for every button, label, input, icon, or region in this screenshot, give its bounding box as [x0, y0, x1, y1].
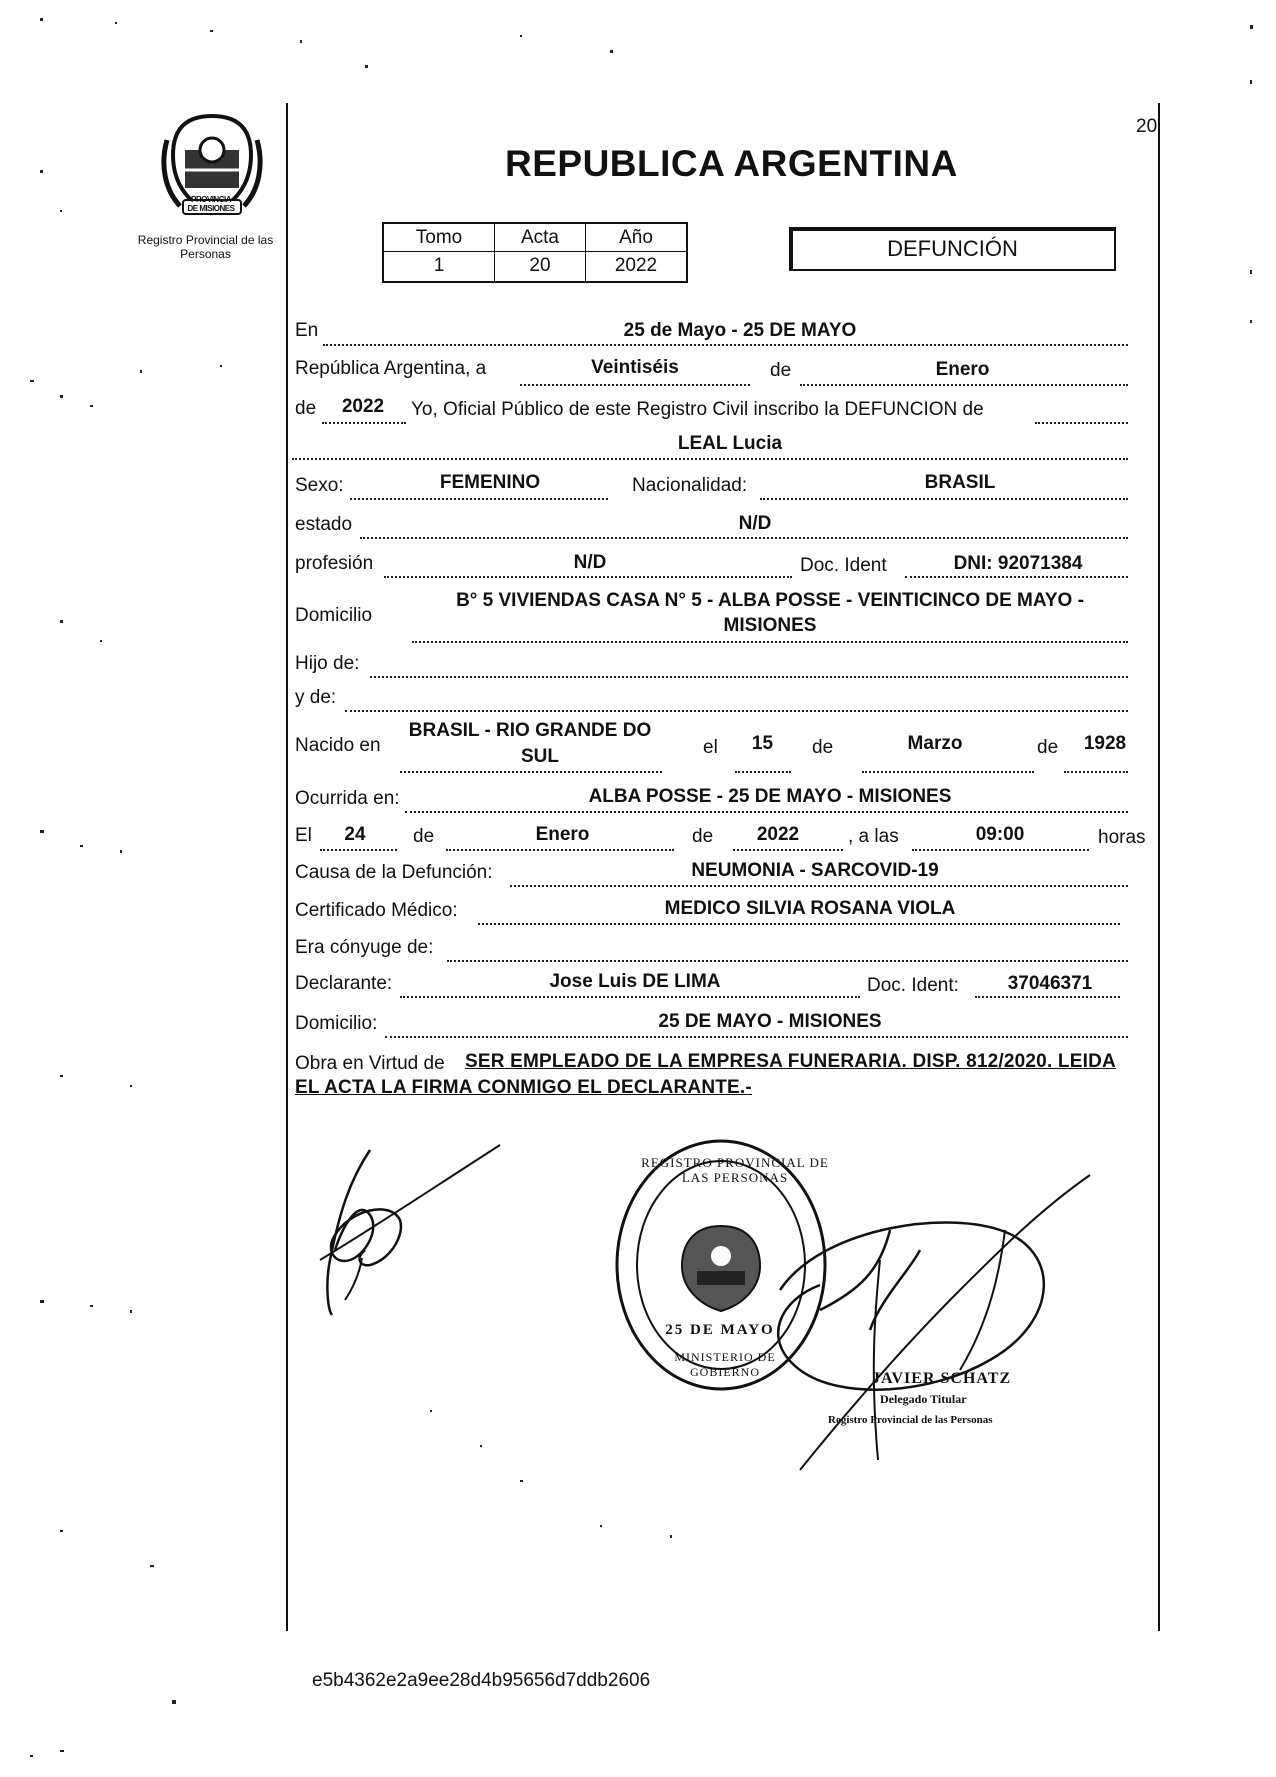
domicilio2-label: Domicilio: — [295, 1013, 378, 1034]
nacionalidad-label: Nacionalidad: — [632, 475, 748, 496]
table-header-tomo: Tomo — [415, 227, 463, 248]
table-cell-tomo: 1 — [433, 255, 445, 276]
declarante-line — [400, 996, 860, 998]
month-line — [800, 384, 1128, 386]
ocurrida-label: Ocurrida en: — [295, 788, 400, 809]
year: 2022 — [341, 396, 385, 417]
causa-label: Causa de la Defunción: — [295, 862, 493, 883]
seal-bottom-text: MINISTERIO DE GOBIERNO — [674, 1350, 776, 1379]
doc-ident2-label: Doc. Ident: — [867, 975, 959, 996]
official-name: JAVIER SCHATZ — [872, 1370, 1012, 1387]
day-line — [520, 384, 750, 386]
el-label: el — [703, 737, 718, 758]
nacido-line — [400, 771, 662, 773]
page-number: 20 — [1136, 116, 1158, 137]
declarante: Jose Luis DE LIMA — [549, 971, 721, 992]
death-year: 2022 — [756, 824, 800, 845]
nacionalidad: BRASIL — [924, 472, 996, 493]
doc-ident: DNI: 92071384 — [953, 553, 1083, 574]
causa: NEUMONIA - SARCOVID-19 — [691, 860, 939, 881]
republica-label: República Argentina, a — [295, 358, 487, 379]
nacionalidad-line — [760, 498, 1128, 500]
record-type-box — [789, 227, 1116, 271]
inscribe-text: Yo, Oficial Público de este Registro Civil inscribo la DEFUNCION de — [411, 399, 984, 420]
table-cell-anio: 2022 — [614, 255, 658, 276]
nacido-line-2: SUL — [521, 746, 559, 767]
domicilio-label: Domicilio — [295, 605, 373, 626]
official-org: Registro Provincial de las Personas — [828, 1414, 993, 1426]
obra-label: Obra en Virtud de — [295, 1053, 445, 1074]
deceased-name: LEAL Lucia — [677, 433, 783, 454]
nacido-line-1: BRASIL - RIO GRANDE DO — [408, 720, 652, 741]
estado-label: estado — [295, 514, 353, 535]
en-value: 25 de Mayo - 25 DE MAYO — [623, 320, 857, 341]
seal-ring-text: REGISTRO PROVINCIAL DE LAS PERSONAS — [641, 1155, 829, 1185]
record-type: DEFUNCIÓN — [887, 236, 1018, 261]
conyuge-label: Era cónyuge de: — [295, 937, 434, 958]
de-b1-label: de — [812, 737, 834, 758]
crest-caption: PROVINCIA DE MISIONES — [187, 195, 235, 213]
a-las-label: , a las — [848, 826, 899, 847]
death-day-line — [320, 849, 397, 851]
page-title: REPUBLICA ARGENTINA — [505, 143, 958, 184]
declarante-label: Declarante: — [295, 973, 393, 994]
inscribe-line — [1035, 422, 1128, 424]
table-header-anio: Año — [619, 227, 653, 248]
certificado: MEDICO SILVIA ROSANA VIOLA — [664, 898, 956, 919]
de-label: de — [770, 360, 792, 381]
domicilio-line — [412, 641, 1128, 643]
table-cell-acta: 20 — [529, 255, 551, 276]
month: Enero — [935, 359, 990, 380]
causa-line — [510, 885, 1128, 887]
profesion: N/D — [573, 552, 607, 573]
sexo-line — [350, 498, 608, 500]
hijo-line — [370, 676, 1128, 678]
doc-ident-label: Doc. Ident — [800, 555, 887, 576]
death-month-line — [446, 849, 674, 851]
estado-line — [360, 537, 1128, 539]
domicilio2: 25 DE MAYO - MISIONES — [658, 1011, 882, 1032]
name-line — [292, 458, 1128, 460]
signature-left — [310, 1140, 510, 1320]
official-role: Delegado Titular — [880, 1392, 967, 1406]
nacido-label: Nacido en — [295, 735, 381, 756]
hijo-label: Hijo de: — [295, 653, 360, 674]
el2-label: El — [295, 825, 312, 846]
certificado-line — [478, 923, 1120, 925]
domicilio2-line — [385, 1036, 1128, 1038]
y-de-label: y de: — [295, 687, 337, 708]
domicilio-line-2: MISIONES — [723, 615, 817, 636]
death-year-line — [733, 849, 843, 851]
sexo: FEMENINO — [439, 472, 541, 493]
doc-ident2-line — [975, 996, 1120, 998]
de-d1-label: de — [413, 826, 435, 847]
certificado-label: Certificado Médico: — [295, 900, 458, 921]
ocurrida-line — [405, 811, 1128, 813]
document-hash: e5b4362e2a9ee28d4b95656d7ddb2606 — [312, 1670, 651, 1691]
birth-month-line — [862, 771, 1034, 773]
sexo-label: Sexo: — [295, 475, 344, 496]
left-margin-rule — [286, 103, 288, 1631]
doc-ident-line — [905, 576, 1128, 578]
right-margin-rule — [1158, 103, 1160, 1631]
table-header-acta: Acta — [520, 227, 560, 248]
year-line — [322, 422, 406, 424]
conyuge-line — [447, 960, 1128, 962]
de-label-2: de — [295, 398, 317, 419]
estado: N/D — [738, 513, 772, 534]
birth-day: 15 — [751, 733, 774, 754]
y-de-line — [345, 710, 1128, 712]
obra-line-1: SER EMPLEADO DE LA EMPRESA FUNERARIA. DISP. 812/2020. LEIDA — [465, 1051, 1116, 1072]
en-label: En — [295, 320, 319, 341]
doc-ident2: 37046371 — [1007, 973, 1093, 994]
death-month: Enero — [535, 824, 590, 845]
domicilio-line-1: B° 5 VIVIENDAS CASA N° 5 - ALBA POSSE - VEINTICINCO DE MAYO - — [456, 590, 1084, 611]
birth-month: Marzo — [907, 733, 963, 754]
seal-center-text: 25 DE MAYO — [665, 1322, 775, 1338]
de-b2-label: de — [1037, 737, 1059, 758]
registry-name: Registro Provincial de las Personas — [137, 233, 274, 261]
death-time: 09:00 — [975, 824, 1025, 845]
horas-label: horas — [1098, 827, 1146, 848]
ocurrida: ALBA POSSE - 25 DE MAYO - MISIONES — [588, 786, 952, 807]
obra-line-2: EL ACTA LA FIRMA CONMIGO EL DECLARANTE.- — [295, 1077, 752, 1098]
day-text: Veintiséis — [591, 357, 679, 378]
de-d2-label: de — [692, 826, 714, 847]
profesion-label: profesión — [295, 553, 374, 574]
birth-year-line — [1064, 771, 1128, 773]
record-table — [382, 222, 688, 283]
death-time-line — [912, 849, 1089, 851]
en-line — [323, 344, 1128, 346]
birth-year: 1928 — [1083, 733, 1127, 754]
profesion-line — [384, 576, 792, 578]
birth-day-line — [735, 771, 791, 773]
death-day: 24 — [344, 824, 366, 845]
